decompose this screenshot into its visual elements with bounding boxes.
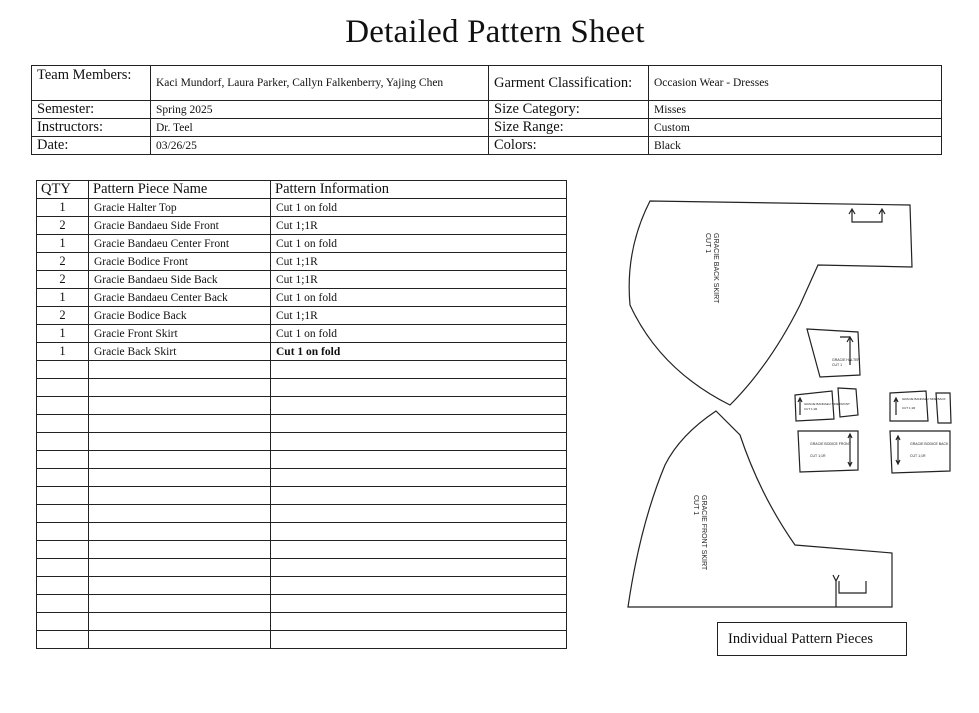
empty-cell [89, 379, 271, 397]
team-members-value: Kaci Mundorf, Laura Parker, Callyn Falkenberry, Yajing Chen [151, 66, 489, 101]
grainline-arrow [833, 575, 866, 607]
bandeau-side-back-label: GRACIE BANDAEU SIDE BACK [902, 397, 946, 401]
bodice-back-label: GRACIE BODICE BACK [910, 442, 949, 446]
halter-label: GRACIE HALTER [832, 358, 860, 362]
page-title: Detailed Pattern Sheet [345, 14, 645, 50]
empty-table-row [37, 523, 567, 541]
piece-info-cell: Cut 1 on fold [271, 343, 567, 361]
empty-cell [89, 559, 271, 577]
grainline-arrow [798, 398, 802, 415]
empty-cell [89, 631, 271, 649]
table-row [37, 307, 567, 325]
size-category-value: Misses [649, 101, 942, 119]
empty-table-row [37, 433, 567, 451]
empty-cell [89, 541, 271, 559]
empty-cell [271, 469, 567, 487]
empty-cell [89, 469, 271, 487]
empty-table-row [37, 379, 567, 397]
piece-info-cell: Cut 1 on fold [271, 325, 567, 343]
empty-cell [271, 523, 567, 541]
team-members-label: Team Members: [32, 66, 151, 101]
colors-value: Black [649, 137, 942, 155]
empty-table-row [37, 577, 567, 595]
grainline-arrow [896, 436, 900, 464]
piece-info-cell: Cut 1;1R [271, 253, 567, 271]
bandeau-side-front-piece [795, 391, 834, 421]
empty-cell [37, 523, 89, 541]
empty-table-row [37, 595, 567, 613]
empty-cell [37, 559, 89, 577]
halter-piece [807, 329, 860, 377]
empty-table-row [37, 361, 567, 379]
info-table [31, 65, 942, 155]
empty-cell [271, 397, 567, 415]
piece-name-cell: Gracie Bandaeu Center Front [89, 235, 271, 253]
empty-cell [271, 433, 567, 451]
front-skirt-piece [628, 411, 892, 607]
qty-cell: 2 [37, 217, 89, 235]
empty-table-row [37, 487, 567, 505]
pattern-pieces-diagram [620, 195, 960, 615]
empty-cell [89, 577, 271, 595]
table-row [37, 253, 567, 271]
grainline-arrow [848, 434, 852, 466]
empty-cell [89, 397, 271, 415]
empty-table-row [37, 505, 567, 523]
piece-info-cell: Cut 1;1R [271, 307, 567, 325]
empty-cell [37, 433, 89, 451]
empty-cell [89, 487, 271, 505]
empty-cell [271, 379, 567, 397]
instructors-label: Instructors: [32, 119, 151, 137]
piece-name-cell: Gracie Bodice Front [89, 253, 271, 271]
empty-cell [271, 487, 567, 505]
empty-table-row [37, 451, 567, 469]
front-skirt-cut: CUT 1 [692, 495, 699, 516]
piece-info-cell: Cut 1 on fold [271, 289, 567, 307]
garment-classification-value: Occasion Wear - Dresses [649, 66, 942, 101]
colors-label: Colors: [489, 137, 649, 155]
empty-table-row [37, 541, 567, 559]
date-label: Date: [32, 137, 151, 155]
empty-cell [271, 361, 567, 379]
empty-table-row [37, 613, 567, 631]
piece-name-cell: Gracie Back Skirt [89, 343, 271, 361]
piece-info-cell: Cut 1 on fold [271, 235, 567, 253]
table-row [37, 217, 567, 235]
pattern-pieces-table [36, 180, 567, 649]
piece-info-cell: Cut 1 on fold [271, 199, 567, 217]
halter-cut: CUT 1 [832, 363, 843, 367]
table-row [37, 199, 567, 217]
garment-classification-label: Garment Classification: [489, 66, 649, 101]
empty-cell [37, 613, 89, 631]
front-skirt-label: GRACIE FRONT SKIRT [700, 495, 707, 571]
empty-table-row [37, 469, 567, 487]
empty-cell [89, 433, 271, 451]
semester-value: Spring 2025 [151, 101, 489, 119]
qty-cell: 1 [37, 343, 89, 361]
empty-cell [37, 397, 89, 415]
empty-cell [271, 577, 567, 595]
back-skirt-cut: CUT 1 [704, 233, 711, 254]
empty-cell [37, 595, 89, 613]
piece-info-cell: Cut 1;1R [271, 271, 567, 289]
table-row [37, 235, 567, 253]
empty-cell [271, 415, 567, 433]
empty-table-row [37, 559, 567, 577]
empty-cell [37, 451, 89, 469]
empty-cell [37, 379, 89, 397]
empty-table-row [37, 631, 567, 649]
empty-cell [89, 505, 271, 523]
bodice-front-cut: CUT 1;1R [810, 454, 826, 458]
empty-cell [37, 505, 89, 523]
empty-cell [37, 541, 89, 559]
table-row [37, 289, 567, 307]
semester-label: Semester: [32, 101, 151, 119]
qty-cell: 1 [37, 199, 89, 217]
table-row [37, 271, 567, 289]
empty-cell [89, 451, 271, 469]
column-header-qty: QTY [37, 181, 89, 199]
bandeau-side-front-cut: CUT 1;1R [804, 407, 818, 411]
piece-name-cell: Gracie Bodice Back [89, 307, 271, 325]
empty-cell [89, 415, 271, 433]
empty-cell [37, 631, 89, 649]
qty-cell: 1 [37, 235, 89, 253]
instructors-value: Dr. Teel [151, 119, 489, 137]
qty-cell: 2 [37, 253, 89, 271]
grainline-arrow [849, 209, 885, 222]
piece-name-cell: Gracie Bandaeu Side Front [89, 217, 271, 235]
size-range-value: Custom [649, 119, 942, 137]
piece-name-cell: Gracie Bandaeu Center Back [89, 289, 271, 307]
bandeau-side-front-label: GRACIE BANDAEU SIDE FRONT [804, 402, 850, 406]
empty-cell [271, 505, 567, 523]
empty-table-row [37, 415, 567, 433]
empty-cell [89, 361, 271, 379]
empty-cell [271, 451, 567, 469]
empty-cell [271, 595, 567, 613]
column-header-piece-info: Pattern Information [271, 181, 567, 199]
empty-cell [89, 523, 271, 541]
back-skirt-piece [629, 201, 912, 405]
empty-cell [37, 469, 89, 487]
table-row [37, 343, 567, 361]
piece-info-cell: Cut 1;1R [271, 217, 567, 235]
qty-cell: 1 [37, 325, 89, 343]
empty-cell [89, 595, 271, 613]
piece-name-cell: Gracie Front Skirt [89, 325, 271, 343]
empty-table-row [37, 397, 567, 415]
piece-name-cell: Gracie Halter Top [89, 199, 271, 217]
empty-cell [37, 415, 89, 433]
diagram-caption: Individual Pattern Pieces [717, 622, 907, 656]
empty-cell [271, 631, 567, 649]
date-value: 03/26/25 [151, 137, 489, 155]
qty-cell: 2 [37, 271, 89, 289]
table-row [37, 325, 567, 343]
empty-cell [271, 613, 567, 631]
size-category-label: Size Category: [489, 101, 649, 119]
empty-cell [37, 361, 89, 379]
back-skirt-label: GRACIE BACK SKIRT [712, 233, 719, 304]
grainline-arrow [894, 398, 898, 415]
qty-cell: 2 [37, 307, 89, 325]
qty-cell: 1 [37, 289, 89, 307]
piece-name-cell: Gracie Bandaeu Side Back [89, 271, 271, 289]
bodice-front-label: GRACIE BODICE FRONT [810, 442, 851, 446]
empty-cell [271, 559, 567, 577]
empty-cell [37, 577, 89, 595]
bodice-back-cut: CUT 1;1R [910, 454, 926, 458]
bandeau-side-back-cut: CUT 1;1R [902, 406, 916, 410]
empty-cell [271, 541, 567, 559]
column-header-piece-name: Pattern Piece Name [89, 181, 271, 199]
empty-cell [89, 613, 271, 631]
size-range-label: Size Range: [489, 119, 649, 137]
empty-cell [37, 487, 89, 505]
